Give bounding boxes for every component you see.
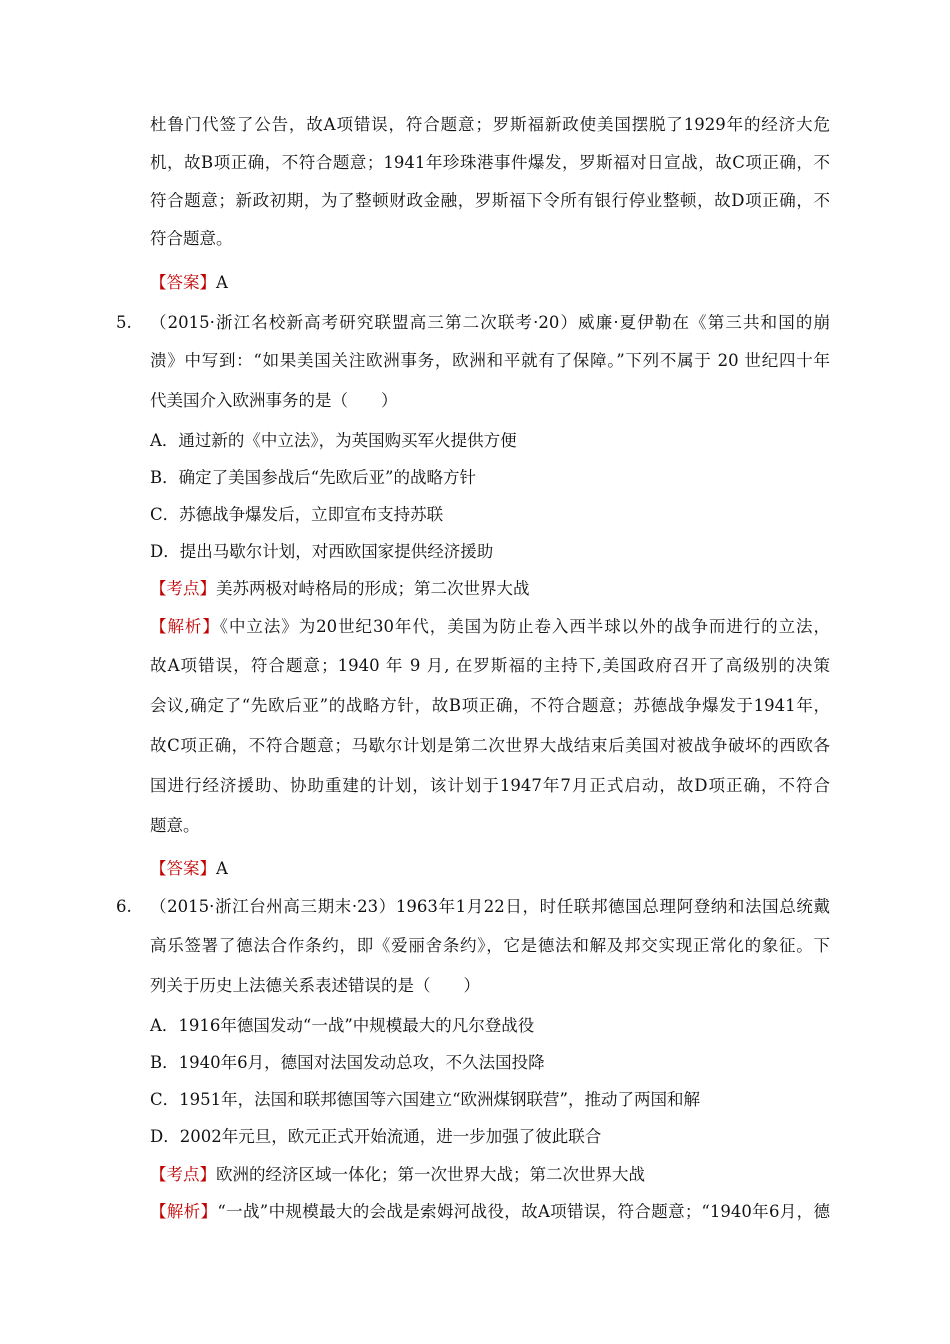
analysis-label: 【解析】 xyxy=(150,1202,218,1221)
q5-analysis-line xyxy=(150,616,830,638)
q6-option-a: A．1916年德国发动“一战”中规模最大的凡尔登战役 xyxy=(150,1016,535,1035)
answer-value: A xyxy=(216,859,228,878)
q6-option-b: B．1940年6月，德国对法国发动总攻，不久法国投降 xyxy=(150,1053,545,1072)
answer-label: 【答案】 xyxy=(150,859,216,878)
analysis-text: “一战”中规模最大的会战是索姆河战役，故A项错误，符合题意；“1940年6月，德 xyxy=(217,1202,831,1221)
answer-label: 【答案】 xyxy=(150,273,216,292)
answer-value: A xyxy=(216,273,228,292)
q5-option-c: C．苏德战争爆发后，立即宣布支持苏联 xyxy=(150,505,444,524)
q6-point xyxy=(150,1164,830,1186)
q4-analysis-line: 机，故B项正确，不符合题意；1941年珍珠港事件爆发，罗斯福对日宣战，故C项正确，不 xyxy=(150,153,830,172)
q6-stem-line: （2015·浙江台州高三期末·23）1963年1月22日，时任联邦德国总理阿登纳和法国总统戴 xyxy=(150,897,830,916)
q5-analysis-line: 会议,确定了“先欧后亚”的战略方针，故B项正确，不符合题意；苏德战争爆发于1941年， xyxy=(150,696,830,715)
q5-option-a: A．通过新的《中立法》，为英国购买军火提供方便 xyxy=(150,431,517,450)
q6-option-c: C．1951年，法国和联邦德国等六国建立“欧洲煤钢联营”，推动了两国和解 xyxy=(150,1090,700,1109)
point-label: 【考点】 xyxy=(150,579,216,598)
q5-point xyxy=(150,578,830,600)
point-text: 欧洲的经济区域一体化；第一次世界大战；第二次世界大战 xyxy=(216,1165,645,1184)
point-text: 美苏两极对峙格局的形成；第二次世界大战 xyxy=(216,579,530,598)
q4-answer xyxy=(150,272,830,294)
question-number: 5. xyxy=(116,313,132,332)
q5-answer xyxy=(150,858,830,880)
q5-option-d: D．提出马歇尔计划，对西欧国家提供经济援助 xyxy=(150,542,494,561)
q5-analysis-line: 故C项正确，不符合题意；马歇尔计划是第二次世界大战结束后美国对被战争破坏的西欧各 xyxy=(150,736,830,755)
q5-analysis-line: 国进行经济援助、协助重建的计划，该计划于1947年7月正式启动，故D项正确，不符合 xyxy=(150,776,830,795)
q5-option-b: B．确定了美国参战后“先欧后亚”的战略方针 xyxy=(150,468,476,487)
q6-stem-line: 高乐签署了德法合作条约，即《爱丽舍条约》，它是德法和解及邦交实现正常化的象征。下 xyxy=(150,936,830,955)
q4-analysis-line: 符合题意。 xyxy=(150,229,233,248)
q5-analysis-line: 故A项错误，符合题意；1940 年 9 月, 在罗斯福的主持下,美国政府召开了高级别的决策 xyxy=(150,656,830,675)
q6-stem-line: 列关于历史上法德关系表述错误的是（ ） xyxy=(150,976,480,995)
question-number: 6. xyxy=(116,897,132,916)
point-label: 【考点】 xyxy=(150,1165,216,1184)
q5-stem-line: 溃》中写到：“如果美国关注欧洲事务，欧洲和平就有了保障。”下列不属于 20 世纪四十年 xyxy=(150,351,830,370)
q5-stem-line: （2015·浙江名校新高考研究联盟高三第二次联考·20）威廉·夏伊勒在《第三共和国的崩 xyxy=(150,313,830,332)
q6-option-d: D．2002年元旦，欧元正式开始流通，进一步加强了彼此联合 xyxy=(150,1127,602,1146)
q5-stem-line: 代美国介入欧洲事务的是（ ） xyxy=(150,391,398,410)
q5-analysis-line: 题意。 xyxy=(150,816,200,835)
q6-analysis-line xyxy=(150,1201,830,1223)
analysis-text: 《中立法》为20世纪30年代，美国为防止卷入西半球以外的战争而进行的立法， xyxy=(219,617,830,636)
q4-analysis-line: 符合题意；新政初期，为了整顿财政金融，罗斯福下令所有银行停业整顿，故D项正确，不 xyxy=(150,191,830,210)
q4-analysis-line: 杜鲁门代签了公告，故A项错误，符合题意；罗斯福新政使美国摆脱了1929年的经济大危 xyxy=(150,115,830,134)
analysis-label: 【解析】 xyxy=(150,617,220,636)
